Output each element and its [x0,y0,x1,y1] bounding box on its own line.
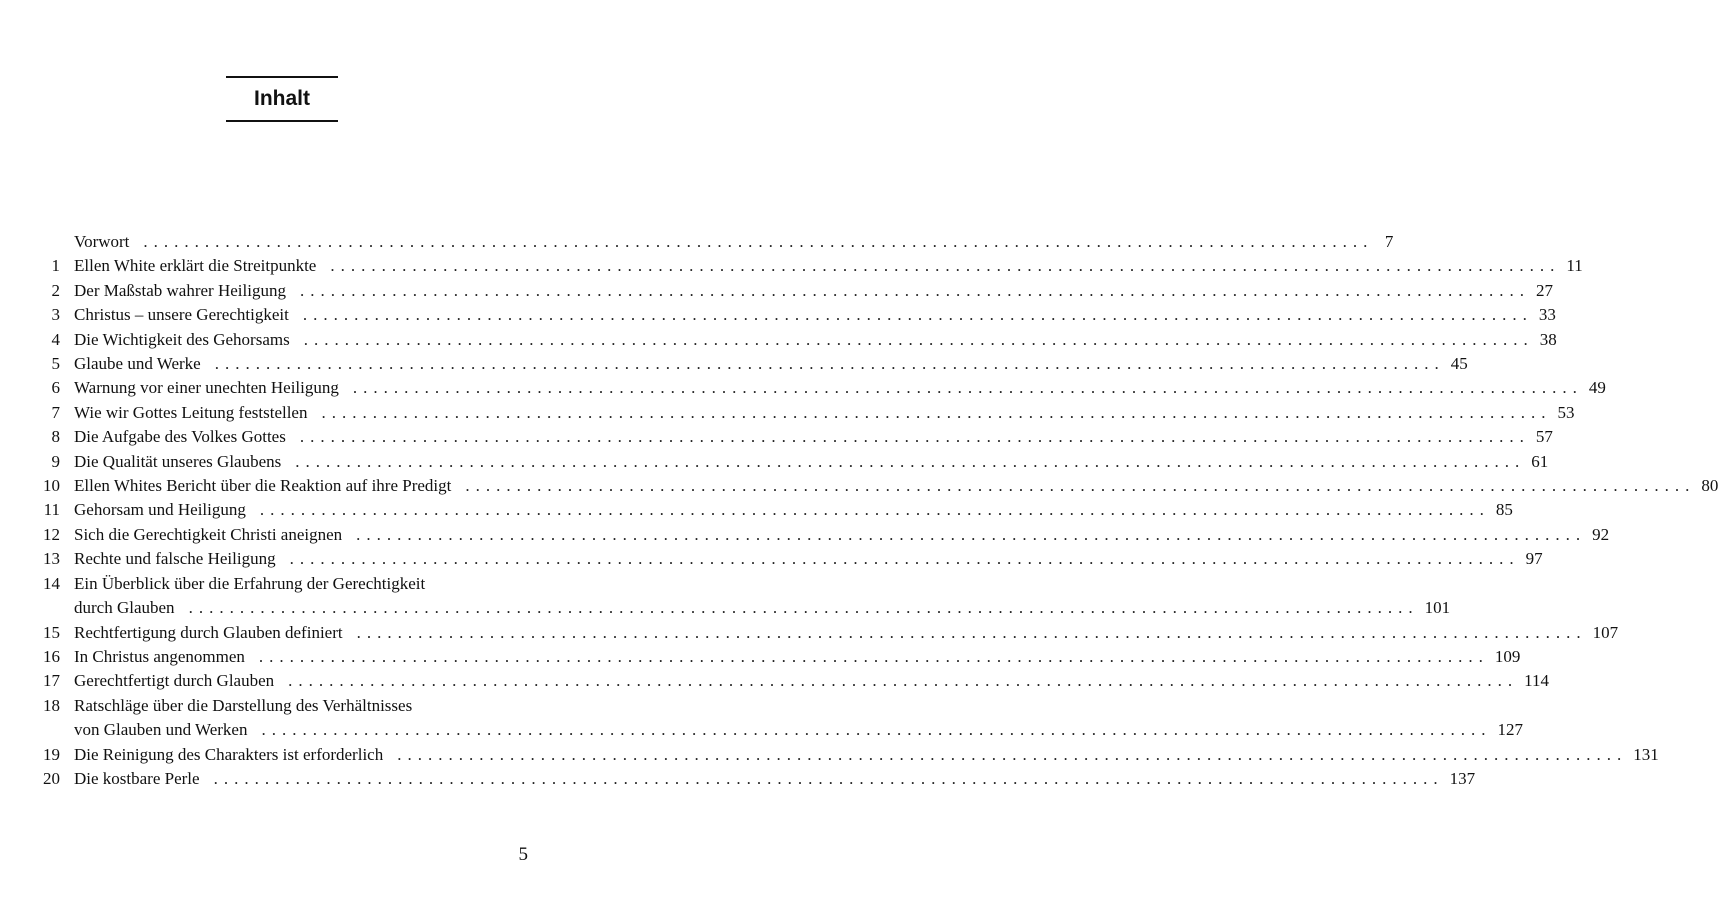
toc-entry-body [74,279,1553,303]
toc-entry-body [74,254,1583,278]
toc-entry [30,572,1451,621]
chapter-title: Ratschläge über die Darstellung des Verhältnisses [74,695,413,715]
toc-entry [30,401,1575,425]
toc-entry-body [74,401,1575,425]
page-reference: 11 [1566,256,1583,276]
dot-leader: ........................................................................................................................ [295,451,1526,471]
toc-entry [30,767,1476,791]
chapter-title: Die kostbare Perle [74,768,200,788]
dot-leader: ........................................................................................................................ [465,476,1696,496]
page-reference: 109 [1494,646,1521,666]
toc-entry [30,450,1549,474]
dot-leader: ........................................................................................................................ [397,744,1628,764]
toc-entry [30,254,1583,278]
toc-entry [30,694,1523,743]
page-reference: 107 [1592,622,1619,642]
toc-entry-body [74,694,1523,743]
chapter-title: durch Glauben [74,598,175,618]
page-reference: 97 [1525,549,1543,569]
chapter-number: 1 [51,256,60,276]
chapter-number: 18 [43,695,60,715]
toc-line [74,230,1394,254]
toc-entry-body [74,669,1550,693]
toc-entry [30,230,1394,254]
toc-entry-body [74,328,1557,352]
chapter-title: Rechtfertigung durch Glauben definiert [74,622,343,642]
toc-entry-body [74,621,1619,645]
toc-entry-body [74,645,1521,669]
page-reference: 85 [1495,500,1513,520]
chapter-number: 9 [51,451,60,471]
toc-entry-body [74,547,1543,571]
toc-line [74,596,1451,620]
chapter-title: Ellen Whites Bericht über die Reaktion auf ihre Predigt [74,476,452,496]
toc-entry [30,376,1606,400]
toc-entry-body [74,743,1659,767]
toc-entry-body [74,303,1556,327]
page-reference: 101 [1424,598,1451,618]
page-reference: 7 [1384,232,1394,251]
chapter-number: 20 [43,768,60,788]
chapter-title: Die Qualität unseres Glaubens [74,451,282,471]
toc-line [74,279,1553,303]
toc-entry [30,498,1513,522]
toc-line [74,547,1543,571]
toc-line [74,352,1468,376]
chapter-title: Die Aufgabe des Volkes Gottes [74,427,286,447]
page-reference: 127 [1497,720,1523,740]
toc-entry [30,474,1718,498]
toc-line [74,621,1619,645]
chapter-title: Ellen White erklärt die Streitpunkte [74,256,317,276]
dot-leader: ........................................................................................................................ [303,329,1534,349]
page-reference: 49 [1588,378,1606,398]
page-reference: 131 [1633,744,1659,764]
toc-line [74,523,1610,547]
toc-line [74,498,1513,522]
page-reference: 53 [1557,402,1575,422]
page-reference: 61 [1531,451,1549,471]
toc-entry [30,523,1610,547]
toc-line [74,645,1521,669]
chapter-title: Gehorsam und Heiligung [74,500,246,520]
dot-leader: ........................................................................................................................ [330,256,1561,276]
toc-line [74,767,1476,791]
chapter-title: Die Reinigung des Charakters ist erforderlich [74,744,384,764]
toc-line [74,254,1583,278]
chapter-number: 7 [51,402,60,422]
page-reference: 27 [1535,280,1553,300]
toc-entry [30,425,1553,449]
chapter-number: 2 [51,280,60,300]
toc-entry-body [74,474,1718,498]
dot-leader: ........................................................................................................................ [289,549,1520,569]
chapter-number: 10 [43,476,60,496]
chapter-number: 13 [43,549,60,569]
page-reference: 92 [1592,524,1610,544]
chapter-number: 5 [51,354,60,374]
dot-leader: ........................................................................................................................ [302,305,1533,325]
toc-line [74,743,1659,767]
toc-line [74,450,1549,474]
chapter-title: Gerechtfertigt durch Glauben [74,671,275,691]
toc-line [74,328,1557,352]
page-number: 5 [518,844,528,865]
page-reference: 45 [1450,354,1468,374]
heading-block [226,76,338,122]
toc-entry-body [74,425,1553,449]
chapter-title: Glaube und Werke [74,354,201,374]
page-reference: 80 [1701,476,1718,496]
heading-bottom-rule [226,120,338,122]
dot-leader: ........................................................................................................................ [213,768,1444,788]
toc-entry [30,328,1557,352]
dot-leader: ........................................................................................................................ [321,402,1552,422]
page-title: Inhalt [254,87,310,110]
chapter-number: 19 [43,744,60,764]
table-of-contents [30,230,1718,791]
toc-entry [30,669,1550,693]
chapter-title: Die Wichtigkeit des Gehorsams [74,329,290,349]
dot-leader: ........................................................................................................................ [261,720,1492,740]
toc-entry [30,303,1556,327]
chapter-number: 16 [43,646,60,666]
toc-entry [30,279,1553,303]
chapter-number: 6 [51,378,60,398]
chapter-title: In Christus angenommen [74,646,245,666]
toc-entry-body [74,572,1451,621]
dot-leader: ........................................................................................................................ [356,524,1587,544]
page-reference: 57 [1535,427,1553,447]
dot-leader: ........................................................................................................................ [299,427,1530,447]
toc-entry-body [74,767,1476,791]
toc-line [74,425,1553,449]
toc-entry [30,352,1468,376]
toc-line [74,694,530,718]
toc-line [74,474,1718,498]
chapter-number: 8 [51,427,60,447]
toc-entry-body [74,376,1606,400]
dot-leader: ........................................................................................................................ [288,671,1519,691]
dot-leader: ........................................................................................................................ [356,622,1587,642]
dot-leader: ........................................................................................................................ [258,646,1489,666]
page-reference: 33 [1538,305,1556,325]
chapter-number: 3 [51,305,60,325]
dot-leader: ........................................................................................................................ [299,280,1530,300]
toc-entry-body [74,230,1394,254]
chapter-number: 17 [43,671,60,691]
chapter-title: Rechte und falsche Heiligung [74,549,276,569]
toc-entry [30,743,1659,767]
page-reference: 137 [1449,768,1476,788]
toc-entry-body [74,523,1610,547]
toc-line [74,669,1550,693]
chapter-title: Warnung vor einer unechten Heiligung [74,378,339,398]
chapter-number: 14 [43,573,60,593]
chapter-title: Vorwort [74,232,130,251]
dot-leader: ........................................................................................................................ [188,598,1419,618]
toc-line [74,303,1556,327]
chapter-title: Ein Überblick über die Erfahrung der Gerechtigkeit [74,573,426,593]
page-reference: 38 [1539,329,1557,349]
toc-line [74,401,1575,425]
page-reference: 114 [1524,671,1550,691]
toc-entry [30,547,1543,571]
toc-entry-body [74,450,1549,474]
toc-entry [30,645,1521,669]
dot-leader: ........................................................................................................................ [259,500,1490,520]
chapter-number: 12 [43,524,60,544]
toc-line [74,376,1606,400]
chapter-title: Christus – unsere Gerechtigkeit [74,305,289,325]
toc-entry-body [74,498,1513,522]
toc-entry-body [74,352,1468,376]
chapter-title: Der Maßstab wahrer Heiligung [74,280,286,300]
chapter-title: Sich die Gerechtigkeit Christi aneignen [74,524,343,544]
chapter-number: 4 [51,329,60,349]
toc-line [74,572,530,596]
chapter-number: 15 [43,622,60,642]
chapter-title: von Glauben und Werken [74,720,248,740]
chapter-number: 11 [43,500,60,520]
dot-leader: ........................................................................................................................ [352,378,1583,398]
dot-leader: ........................................................................................................................ [143,232,1374,251]
toc-line [74,718,1523,742]
dot-leader: ........................................................................................................................ [214,354,1445,374]
toc-entry [30,621,1619,645]
chapter-number [30,230,60,254]
chapter-title: Wie wir Gottes Leitung feststellen [74,402,308,422]
